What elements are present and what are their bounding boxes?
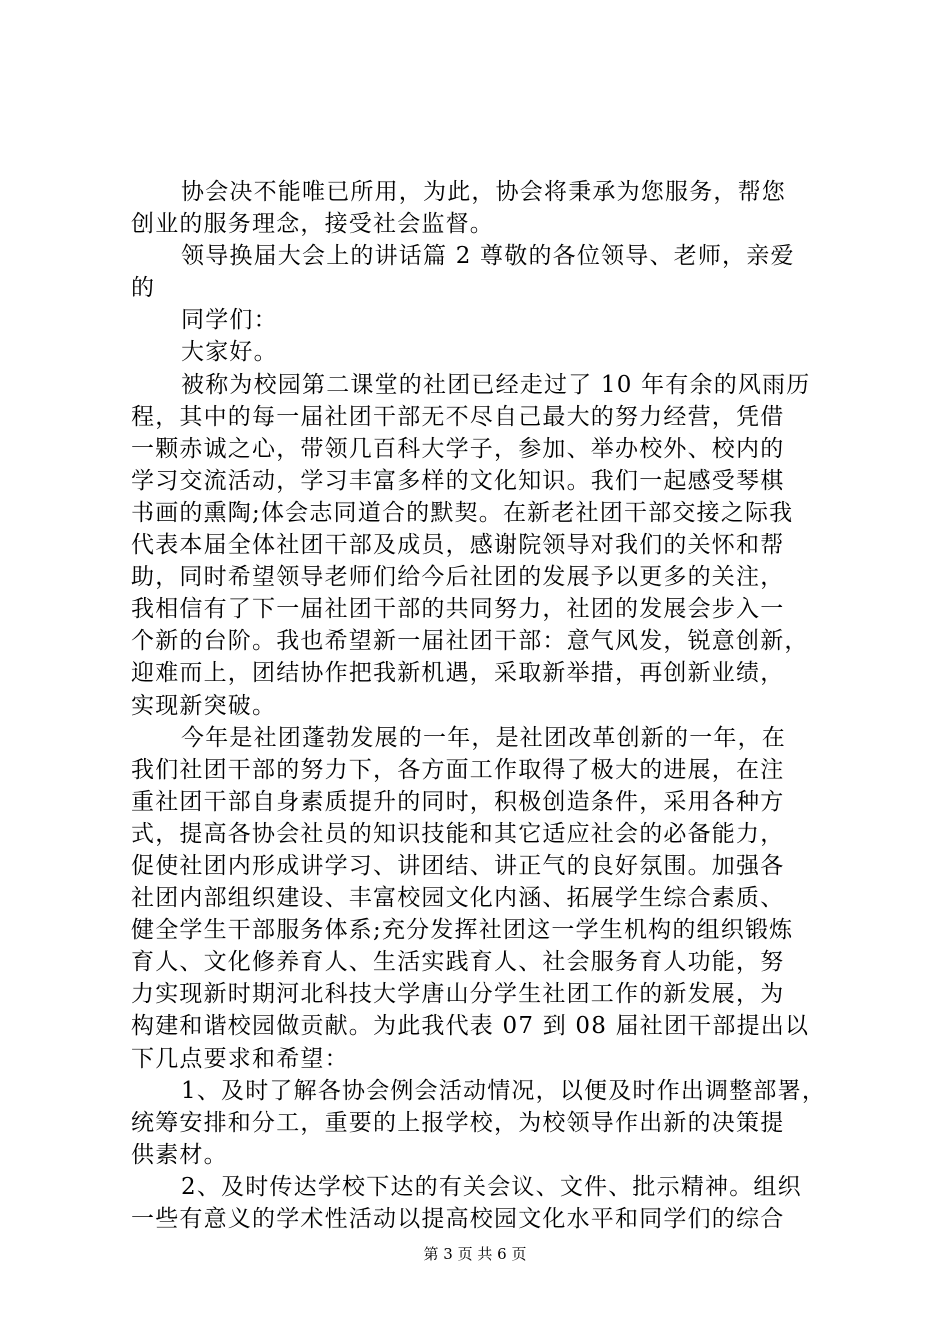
text-line: 供素材。: [131, 1141, 228, 1168]
document-body: [131, 176, 831, 1235]
text-line: 实现新突破。: [131, 692, 277, 719]
text-line: 助，同时希望领导老师们给今后社团的发展予以更多的关注，: [131, 564, 785, 591]
text-line: 今年是社团蓬勃发展的一年，是社团改革创新的一年，在: [181, 724, 786, 751]
text-line: 迎难而上，团结协作把我新机遇，采取新举措，再创新业绩，: [131, 660, 785, 687]
text-line: 创业的服务理念，接受社会监督。: [131, 211, 494, 238]
text-line: 社团内部组织建设、丰富校园文化内涵、拓展学生综合素质、: [131, 885, 785, 912]
text-line: 力实现新时期河北科技大学唐山分学生社团工作的新发展，为: [131, 981, 785, 1008]
text-line: 统筹安排和分工，重要的上报学校，为校领导作出新的决策提: [131, 1109, 785, 1136]
text-line: 1、及时了解各协会例会活动情况，以便及时作出调整部署，: [181, 1077, 827, 1104]
text-line: 重社团干部自身素质提升的同时，积极创造条件，采用各种方: [131, 788, 785, 815]
text-line: 领导换届大会上的讲话篇 2 尊敬的各位领导、老师，亲爱: [181, 243, 795, 270]
text-line: 促使社团内形成讲学习、讲团结、讲正气的良好氛围。加强各: [131, 852, 785, 879]
text-line: 协会决不能唯已所用，为此，协会将秉承为您服务，帮您: [181, 179, 786, 205]
text-line: 学习交流活动，学习丰富多样的文化知识。我们一起感受琴棋: [131, 467, 785, 494]
text-line: 2、及时传达学校下达的有关会议、文件、批示精神。组织: [181, 1173, 802, 1200]
text-line: 我相信有了下一届社团干部的共同努力，社团的发展会步入一: [131, 596, 785, 623]
text-line: 被称为校园第二课堂的社团已经走过了 10 年有余的风雨历: [181, 371, 811, 398]
text-line: 书画的熏陶;体会志同道合的默契。在新老社团干部交接之际我: [131, 499, 794, 526]
text-line: 程，其中的每一届社团干部无不尽自己最大的努力经营，凭借: [131, 403, 785, 430]
text-line: 一些有意义的学术性活动以提高校园文化水平和同学们的综合: [131, 1206, 785, 1232]
text-line: 构建和谐校园做贡献。为此我代表 07 到 08 届社团干部提出以: [131, 1013, 810, 1040]
text-line: 下几点要求和希望：: [131, 1045, 349, 1072]
text-line: 一颗赤诚之心，带领几百科大学子，参加、举办校外、校内的: [131, 435, 785, 462]
text-line: 育人、文化修养育人、生活实践育人、社会服务育人功能，努: [131, 949, 785, 976]
text-line: 大家好。: [181, 339, 278, 366]
page-number: 第 3 页 共 6 页: [423, 1245, 527, 1263]
text-line: 我们社团干部的努力下，各方面工作取得了极大的进展，在注: [131, 756, 785, 783]
text-line: 式，提高各协会社员的知识技能和其它适应社会的必备能力，: [131, 820, 785, 847]
text-line: 代表本届全体社团干部及成员，感谢院领导对我们的关怀和帮: [131, 532, 785, 559]
text-line: 的: [131, 275, 156, 302]
text-line: 同学们：: [181, 307, 278, 334]
text-line: 个新的台阶。我也希望新一届社团干部：意气风发，锐意创新，: [131, 628, 809, 655]
text-line: 健全学生干部服务体系;充分发挥社团这一学生机构的组织锻炼: [131, 917, 794, 944]
